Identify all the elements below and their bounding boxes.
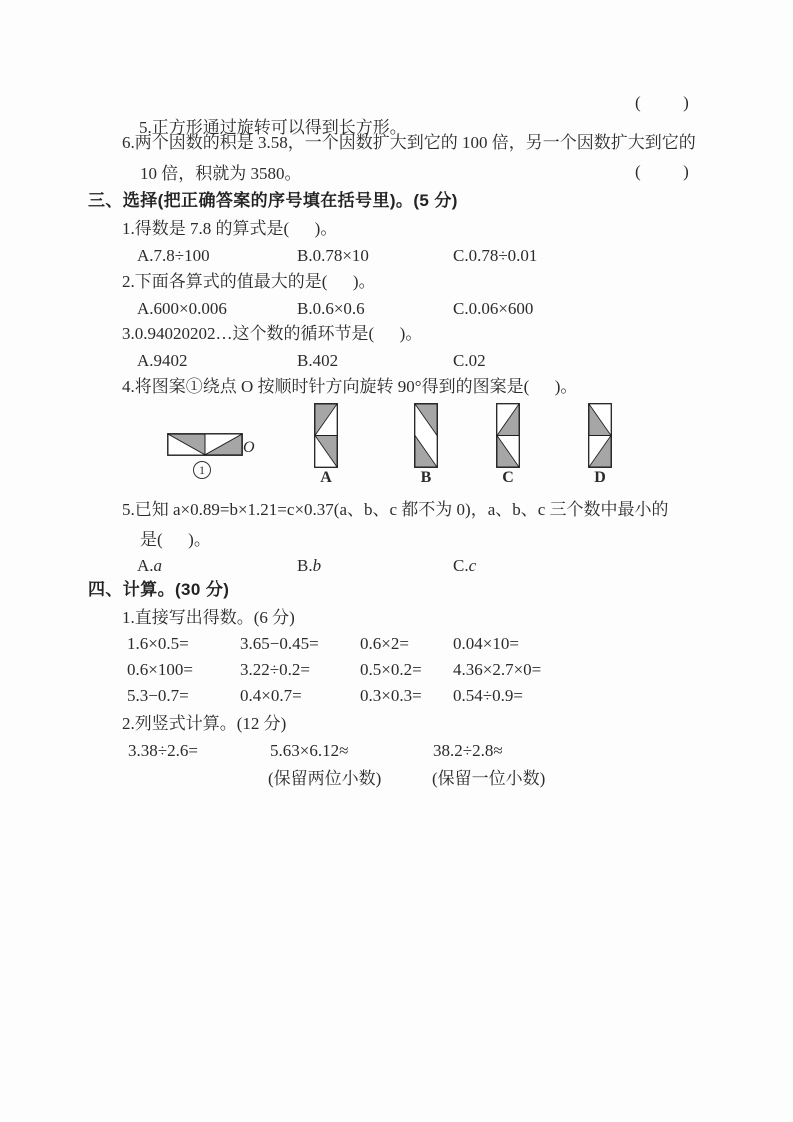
vertical-calc-expression-2: 5.63×6.12≈ — [270, 741, 349, 760]
choice-q3-options — [137, 349, 486, 372]
vertical-calc-notes — [268, 767, 545, 790]
judgment-item-6-line1: 6.两个因数的积是 3.58，一个因数扩大到它的 100 倍，另一个因数扩大到它的 — [122, 133, 696, 152]
rotation-option-c-label: C — [502, 469, 514, 486]
rotation-source-shape — [167, 433, 243, 456]
choice-q3-option-b: B.402 — [297, 351, 339, 370]
calc-row-3 — [127, 684, 523, 707]
rotation-figure-row — [0, 397, 793, 495]
choice-q5-stem-line2: 是( )。 — [140, 530, 211, 549]
calc-expression: 4.36×2.7×0= — [453, 660, 542, 679]
calc-expression: 0.6×100= — [127, 660, 193, 679]
calc-sub2-title: 2.列竖式计算。(12 分) — [122, 714, 287, 733]
choice-q5-stem-line1: 5.已知 a×0.89=b×1.21=c×0.37(a、b、c 都不为 0)，a、b、c 三个数中最小的 — [122, 500, 669, 519]
calc-expression: 0.5×0.2= — [360, 660, 422, 679]
choice-q3-option-a: A.9402 — [137, 351, 188, 370]
vertical-calc-expression-3: 38.2÷2.8≈ — [433, 741, 503, 760]
rotation-option-d-label: D — [594, 469, 606, 486]
choice-q1-options — [137, 244, 537, 267]
calc-sub1-title: 1.直接写出得数。(6 分) — [122, 608, 295, 627]
rotation-option-d-shape — [588, 403, 612, 468]
rotation-option-a-label: A — [320, 469, 332, 486]
choice-q2-option-c: C.0.06×600 — [453, 299, 534, 318]
calc-expression: 0.6×2= — [360, 634, 409, 653]
rotation-option-c-shape — [496, 403, 520, 468]
choice-q5-option-c: C.c — [453, 556, 477, 575]
choice-q2-option-b: B.0.6×0.6 — [297, 299, 365, 318]
choice-q2-option-a: A.600×0.006 — [137, 299, 227, 318]
choice-q1-option-a: A.7.8÷100 — [137, 246, 210, 265]
choice-q2-options — [137, 297, 533, 320]
rotation-option-b-label: B — [420, 469, 432, 486]
vertical-calc-expression-1: 3.38÷2.6= — [128, 741, 198, 760]
choice-q3-stem: 3.0.94020202…这个数的循环节是( )。 — [122, 324, 423, 343]
section-4-title: 四、计算。(30 分) — [88, 580, 230, 599]
choice-q5-option-b: B.b — [297, 556, 322, 575]
rotation-option-b — [414, 403, 438, 486]
choice-q1-stem: 1.得数是 7.8 的算式是( )。 — [122, 219, 338, 238]
rotation-option-d — [588, 403, 612, 486]
rounding-note-2: (保留两位小数) — [268, 769, 382, 788]
rotation-source-figure — [167, 433, 243, 456]
judgment-5-answer-bracket: ( ) — [635, 93, 689, 112]
rotation-option-b-shape — [414, 403, 438, 468]
choice-q2-stem: 2.下面各算式的值最大的是( )。 — [122, 272, 376, 291]
choice-q5-options — [137, 554, 476, 577]
choice-q1-option-b: B.0.78×10 — [297, 246, 369, 265]
judgment-item-6-line2: 10 倍，积就为 3580。 — [140, 164, 302, 183]
choice-q3-option-c: C.02 — [453, 351, 486, 370]
calc-row-2 — [127, 658, 541, 681]
vertical-calc-row — [128, 739, 503, 762]
judgment-6-answer-bracket: ( ) — [635, 162, 689, 181]
calc-expression: 0.04×10= — [453, 634, 519, 653]
point-o-label: O — [243, 439, 255, 456]
rotation-option-a-shape — [314, 403, 338, 468]
calc-expression: 0.54÷0.9= — [453, 686, 523, 705]
calc-expression: 5.3−0.7= — [127, 686, 189, 705]
section-3-title: 三、选择(把正确答案的序号填在括号里)。(5 分) — [88, 191, 458, 210]
judgment-5-text: 5.正方形通过旋转可以得到长方形。 — [139, 118, 407, 137]
choice-q1-option-c: C.0.78÷0.01 — [453, 246, 538, 265]
calc-expression: 0.3×0.3= — [360, 686, 422, 705]
figure-1-circled-label: 1 — [193, 461, 211, 479]
calc-expression: 3.65−0.45= — [240, 634, 319, 653]
choice-q4-stem: 4.将图案①绕点 O 按顺时针方向旋转 90°得到的图案是( )。 — [122, 377, 578, 396]
rounding-note-3: (保留一位小数) — [432, 769, 546, 788]
choice-q5-option-a: A.a — [137, 556, 163, 575]
calc-row-1 — [127, 632, 519, 655]
rotation-option-a — [314, 403, 338, 486]
calc-expression: 1.6×0.5= — [127, 634, 189, 653]
rotation-option-c — [496, 403, 520, 486]
calc-expression: 0.4×0.7= — [240, 686, 302, 705]
calc-expression: 3.22÷0.2= — [240, 660, 310, 679]
